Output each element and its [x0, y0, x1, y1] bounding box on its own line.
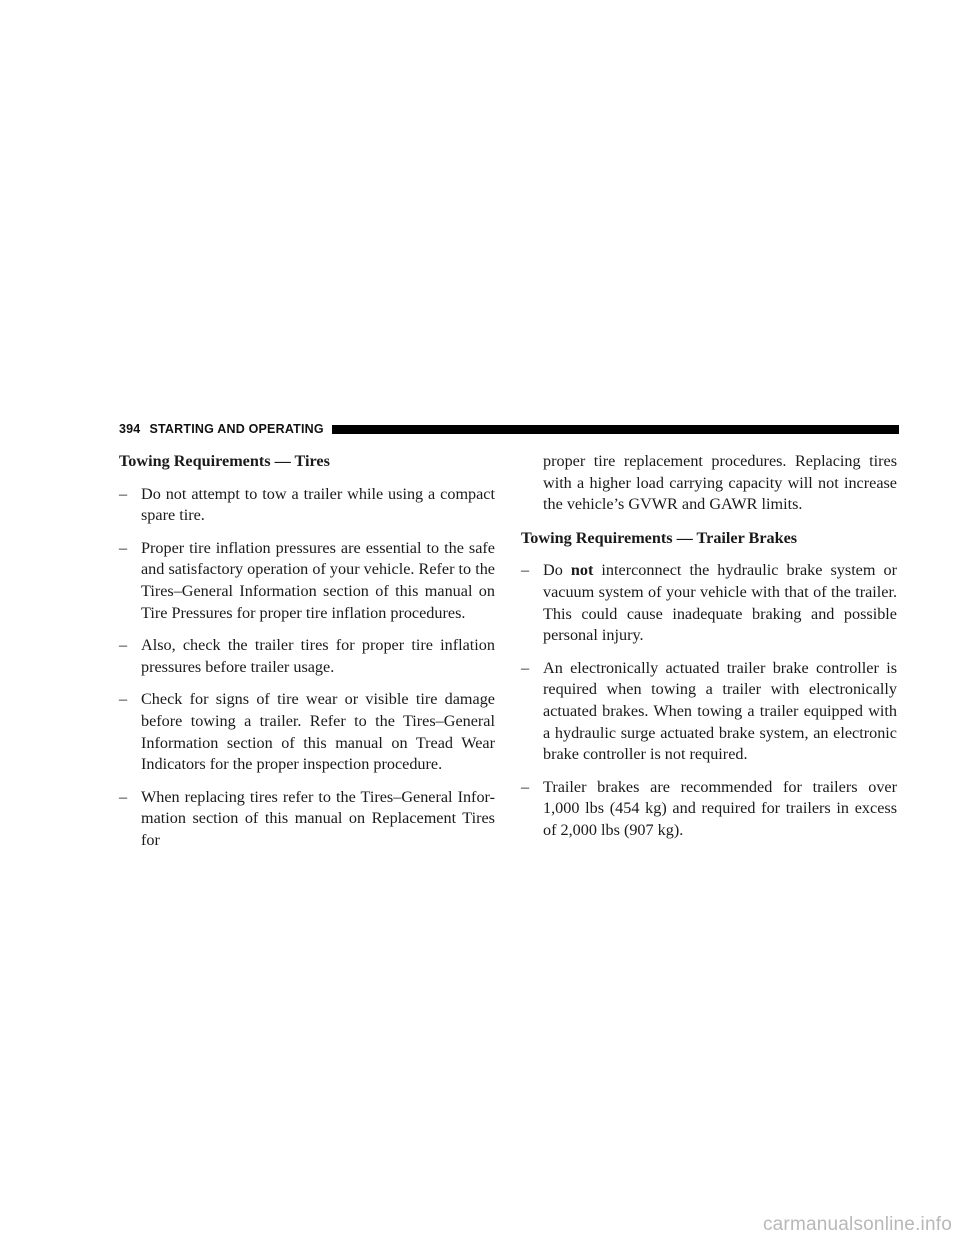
page-number: 394: [119, 422, 141, 436]
header-rule: [332, 425, 899, 434]
bullet-text: interconnect the hydraulic brake system or vacuum system of your vehicle with that of the trailer. This could cause inadequate braking and possible personal injury.: [543, 561, 898, 645]
list-item: [119, 484, 495, 527]
dash-bullet: –: [521, 777, 530, 796]
section-title: STARTING AND OPERATING: [149, 422, 324, 436]
tires-heading: Towing Requirements — Tires: [119, 452, 330, 470]
dash-bullet: –: [119, 484, 128, 503]
list-item: [119, 538, 495, 624]
bullet-text: Trailer brakes are recommended for trailers over 1,000 lbs (454 kg) and required for trailers in excess of 2,000 lbs (907 kg).: [543, 777, 897, 839]
bullet-text: Proper tire inflation pressures are essential to the safe and satisfactory operation of your vehicle. Refer to the Tires–General Information section of this manual on Tire Pressures for proper tire inflation procedures.: [141, 538, 495, 622]
bullet-text: When replacing tires refer to the Tires–General Infor- mation section of this manual on Replacement Tires for: [141, 787, 495, 849]
list-item: [119, 787, 495, 852]
list-item: [119, 689, 495, 775]
list-item: [521, 658, 897, 766]
bullet-text: Also, check the trailer tires for proper tire inflation pressures before trailer usage.: [141, 636, 495, 676]
continuation-text: proper tire replacement procedures. Replacing tires with a higher load carrying capacity will not increase the vehicle’s GVWR and GAWR limits.: [543, 452, 897, 514]
list-item: [521, 777, 897, 842]
bullet-text: Do not attempt to tow a trailer while using a compact spare tire.: [141, 484, 495, 525]
page-header: [119, 420, 899, 438]
watermark: carmanualsonline.info: [762, 1214, 952, 1235]
dash-bullet: –: [521, 658, 530, 677]
bullet-text: An electronically actuated trailer brake controller is required when towing a trailer with electronically actuated brakes. When towing a trailer equipped with a hydraulic surge actuated brake system, an electronic brake controller is not required.: [543, 658, 897, 764]
dash-bullet: –: [521, 561, 530, 580]
dash-bullet: –: [119, 538, 128, 557]
list-item: [521, 560, 897, 646]
dash-bullet: –: [119, 690, 128, 709]
left-column: [119, 451, 495, 863]
list-item: [119, 635, 495, 678]
trailer-brakes-heading: Towing Requirements — Trailer Brakes: [521, 528, 798, 547]
emphasis-not: not: [570, 561, 594, 580]
right-column: [521, 451, 897, 853]
bullet-text: Check for signs of tire wear or visible tire damage before towing a trailer. Refer to the Tires–General Information section of this manual on Tread Wear Indicators for the proper inspection procedure.: [141, 690, 495, 774]
dash-bullet: –: [119, 787, 128, 806]
dash-bullet: –: [119, 636, 128, 655]
bullet-text-prefix: Do: [543, 561, 563, 580]
